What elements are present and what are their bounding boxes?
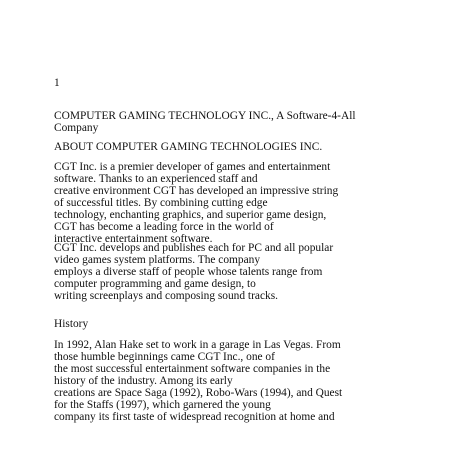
paragraph-2-line: CGT Inc. develops and publishes each for PC and all popular	[54, 242, 334, 254]
paragraph-1-line: interactive entertainment software.	[54, 233, 213, 245]
paragraph-2-line: employs a diverse staff of people whose talents range from	[54, 266, 323, 278]
paragraph-1-line: creative environment CGT has developed an impressive string	[54, 185, 339, 197]
paragraph-1-line: software. Thanks to an experienced staff and	[54, 173, 258, 185]
paragraph-3-line: company its first taste of widespread recognition at home and	[54, 411, 335, 423]
about-heading: ABOUT COMPUTER GAMING TECHNOLOGIES INC.	[54, 141, 323, 153]
paragraph-3-line: In 1992, Alan Hake set to work in a garage in Las Vegas. From	[54, 339, 341, 351]
document-title-line-2: Company	[54, 122, 99, 134]
paragraph-3-line: for the Staffs (1997), which garnered the young	[54, 399, 271, 411]
paragraph-1-line: CGT has become a leading force in the world of	[54, 221, 274, 233]
paragraph-3-line: the most successful entertainment software companies in the	[54, 363, 331, 375]
paragraph-3-line: creations are Space Saga (1992), Robo-Wars (1994), and Quest	[54, 387, 343, 399]
page-number: 1	[54, 77, 60, 89]
paragraph-2-line: writing screenplays and composing sound tracks.	[54, 290, 278, 302]
paragraph-3-line: history of the industry. Among its early	[54, 375, 233, 387]
paragraph-2-line: video games system platforms. The company	[54, 254, 261, 266]
paragraph-2-line: computer programming and game design, to	[54, 278, 256, 290]
paragraph-1-line: technology, enchanting graphics, and superior game design,	[54, 209, 327, 221]
document-title-line-1: COMPUTER GAMING TECHNOLOGY INC., A Software-4-All	[54, 110, 356, 122]
paragraph-1-line: of successful titles. By combining cutting edge	[54, 197, 268, 209]
history-heading: History	[54, 318, 89, 330]
paragraph-1-line: CGT Inc. is a premier developer of games and entertainment	[54, 161, 331, 173]
paragraph-3-line: those humble beginnings came CGT Inc., one of	[54, 351, 275, 363]
